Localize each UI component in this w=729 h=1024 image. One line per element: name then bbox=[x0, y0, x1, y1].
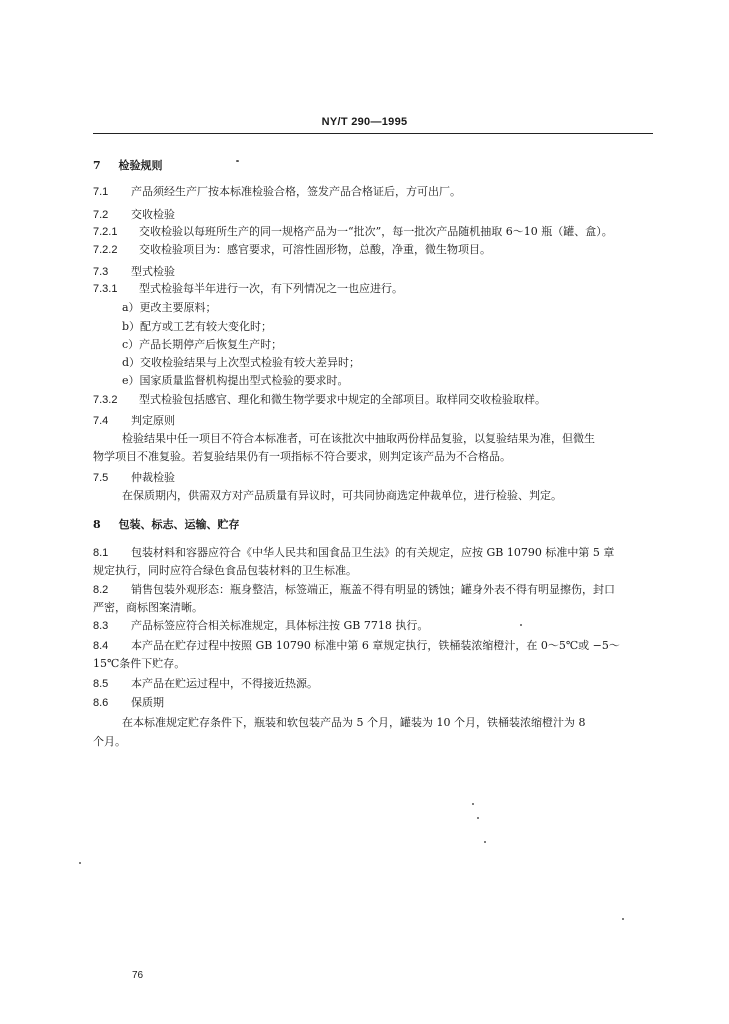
clause-text: 销售包装外观形态：瓶身整洁，标签端正，瓶盖不得有明显的锈蚀；罐身外表不得有明显擦伤，封口 bbox=[131, 583, 615, 596]
clause-title: 保质期 bbox=[131, 696, 164, 709]
clause-title: 判定原则 bbox=[131, 414, 175, 427]
clause-text: 交收检验以每班所生产的同一规格产品为一“批次”，每一批次产品随机抽取 6～10 瓶（罐、盒）。 bbox=[139, 225, 613, 238]
clause-number: 8.2 bbox=[93, 584, 109, 596]
scan-speck bbox=[520, 624, 522, 626]
clause-text: 本产品在贮存过程中按照 GB 10790 标准中第 6 章规定执行，铁桶装浓缩橙汁，在 0～5℃或 −5～ bbox=[131, 639, 620, 652]
clause-number: 7.2.2 bbox=[93, 244, 118, 256]
clause-number: 8.4 bbox=[93, 640, 109, 652]
clause-title: 仲裁检验 bbox=[131, 471, 175, 484]
clause-number: 7.1 bbox=[93, 186, 109, 198]
standard-code-header: NY/T 290—1995 bbox=[321, 116, 408, 128]
scan-speck bbox=[477, 817, 479, 819]
clause-text: 在保质期内，供需双方对产品质量有异议时，可共同协商选定仲裁单位，进行检验、判定。 bbox=[122, 489, 562, 502]
list-item: a）更改主要原料； bbox=[122, 301, 217, 314]
scan-speck bbox=[79, 862, 81, 864]
scan-speck bbox=[484, 841, 486, 843]
clause-8-4 bbox=[93, 639, 620, 653]
clause-8-2 bbox=[93, 583, 615, 597]
clause-title: 型式检验 bbox=[131, 265, 175, 278]
clause-text: 产品须经生产厂按本标准检验合格，签发产品合格证后，方可出厂。 bbox=[131, 185, 461, 198]
clause-text: 交收检验项目为：感官要求，可溶性固形物，总酸，净重，微生物项目。 bbox=[139, 243, 491, 256]
scan-speck bbox=[622, 918, 624, 920]
list-item: b）配方或工艺有较大变化时； bbox=[122, 320, 273, 333]
list-item: e）国家质量监督机构提出型式检验的要求时。 bbox=[122, 374, 349, 387]
clause-number: 8.3 bbox=[93, 620, 109, 632]
clause-text: 个月。 bbox=[93, 735, 126, 748]
section-title: 包装、标志、运输、贮存 bbox=[118, 518, 240, 531]
clause-number: 7.5 bbox=[93, 472, 109, 484]
clause-number: 8.6 bbox=[93, 697, 109, 709]
scan-speck bbox=[236, 160, 239, 162]
clause-number: 8.5 bbox=[93, 678, 109, 690]
clause-number: 7.2 bbox=[93, 209, 109, 221]
clause-number: 8.1 bbox=[93, 547, 109, 559]
clause-text: 规定执行，同时应符合绿色食品包装材料的卫生标准。 bbox=[93, 564, 357, 577]
clause-7-3 bbox=[93, 265, 175, 279]
clause-7-2-2 bbox=[93, 243, 491, 257]
clause-7-2 bbox=[93, 208, 175, 222]
section-8-heading bbox=[93, 518, 240, 532]
clause-8-1 bbox=[93, 546, 614, 560]
clause-7-3-2 bbox=[93, 393, 546, 407]
clause-8-5 bbox=[93, 677, 318, 691]
clause-text: 本产品在贮运过程中，不得接近热源。 bbox=[131, 677, 318, 690]
list-item: c）产品长期停产后恢复生产时； bbox=[122, 338, 283, 351]
clause-title: 交收检验 bbox=[131, 208, 175, 221]
clause-number: 7.3.2 bbox=[93, 394, 118, 406]
clause-8-3 bbox=[93, 619, 428, 633]
scan-speck bbox=[472, 803, 474, 805]
clause-text: 15℃条件下贮存。 bbox=[93, 657, 186, 670]
section-number: 7 bbox=[93, 159, 101, 172]
clause-number: 7.4 bbox=[93, 415, 109, 427]
clause-7-1 bbox=[93, 185, 461, 199]
page-number: 76 bbox=[132, 970, 144, 981]
section-number: 8 bbox=[93, 518, 101, 531]
header-rule bbox=[93, 133, 653, 134]
section-title: 检验规则 bbox=[118, 159, 163, 172]
clause-text: 在本标准规定贮存条件下，瓶装和软包装产品为 5 个月，罐装为 10 个月，铁桶装浓缩橙汁为 8 bbox=[122, 716, 586, 729]
clause-text: 型式检验包括感官、理化和微生物学要求中规定的全部项目。取样同交收检验取样。 bbox=[139, 393, 546, 406]
clause-7-2-1 bbox=[93, 225, 613, 239]
clause-8-6 bbox=[93, 696, 164, 710]
clause-text: 产品标签应符合相关标准规定，具体标注按 GB 7718 执行。 bbox=[131, 619, 429, 632]
section-7-heading bbox=[93, 159, 163, 173]
clause-number: 7.2.1 bbox=[93, 226, 118, 238]
clause-7-4 bbox=[93, 414, 175, 428]
list-item: d）交收检验结果与上次型式检验有较大差异时； bbox=[122, 356, 361, 369]
clause-text: 物学项目不准复验。若复验结果仍有一项指标不符合要求，则判定该产品为不合格品。 bbox=[93, 450, 511, 463]
clause-7-5 bbox=[93, 471, 175, 485]
clause-number: 7.3 bbox=[93, 266, 109, 278]
clause-text: 严密，商标图案清晰。 bbox=[93, 601, 203, 614]
clause-text: 包装材料和容器应符合《中华人民共和国食品卫生法》的有关规定，应按 GB 10790 标准中第 5 章 bbox=[131, 546, 615, 559]
clause-text: 型式检验每半年进行一次，有下列情况之一也应进行。 bbox=[139, 282, 403, 295]
clause-text: 检验结果中任一项目不符合本标准者，可在该批次中抽取两份样品复验，以复验结果为准，但微生 bbox=[122, 432, 595, 445]
clause-7-3-1 bbox=[93, 282, 403, 296]
clause-number: 7.3.1 bbox=[93, 283, 118, 295]
